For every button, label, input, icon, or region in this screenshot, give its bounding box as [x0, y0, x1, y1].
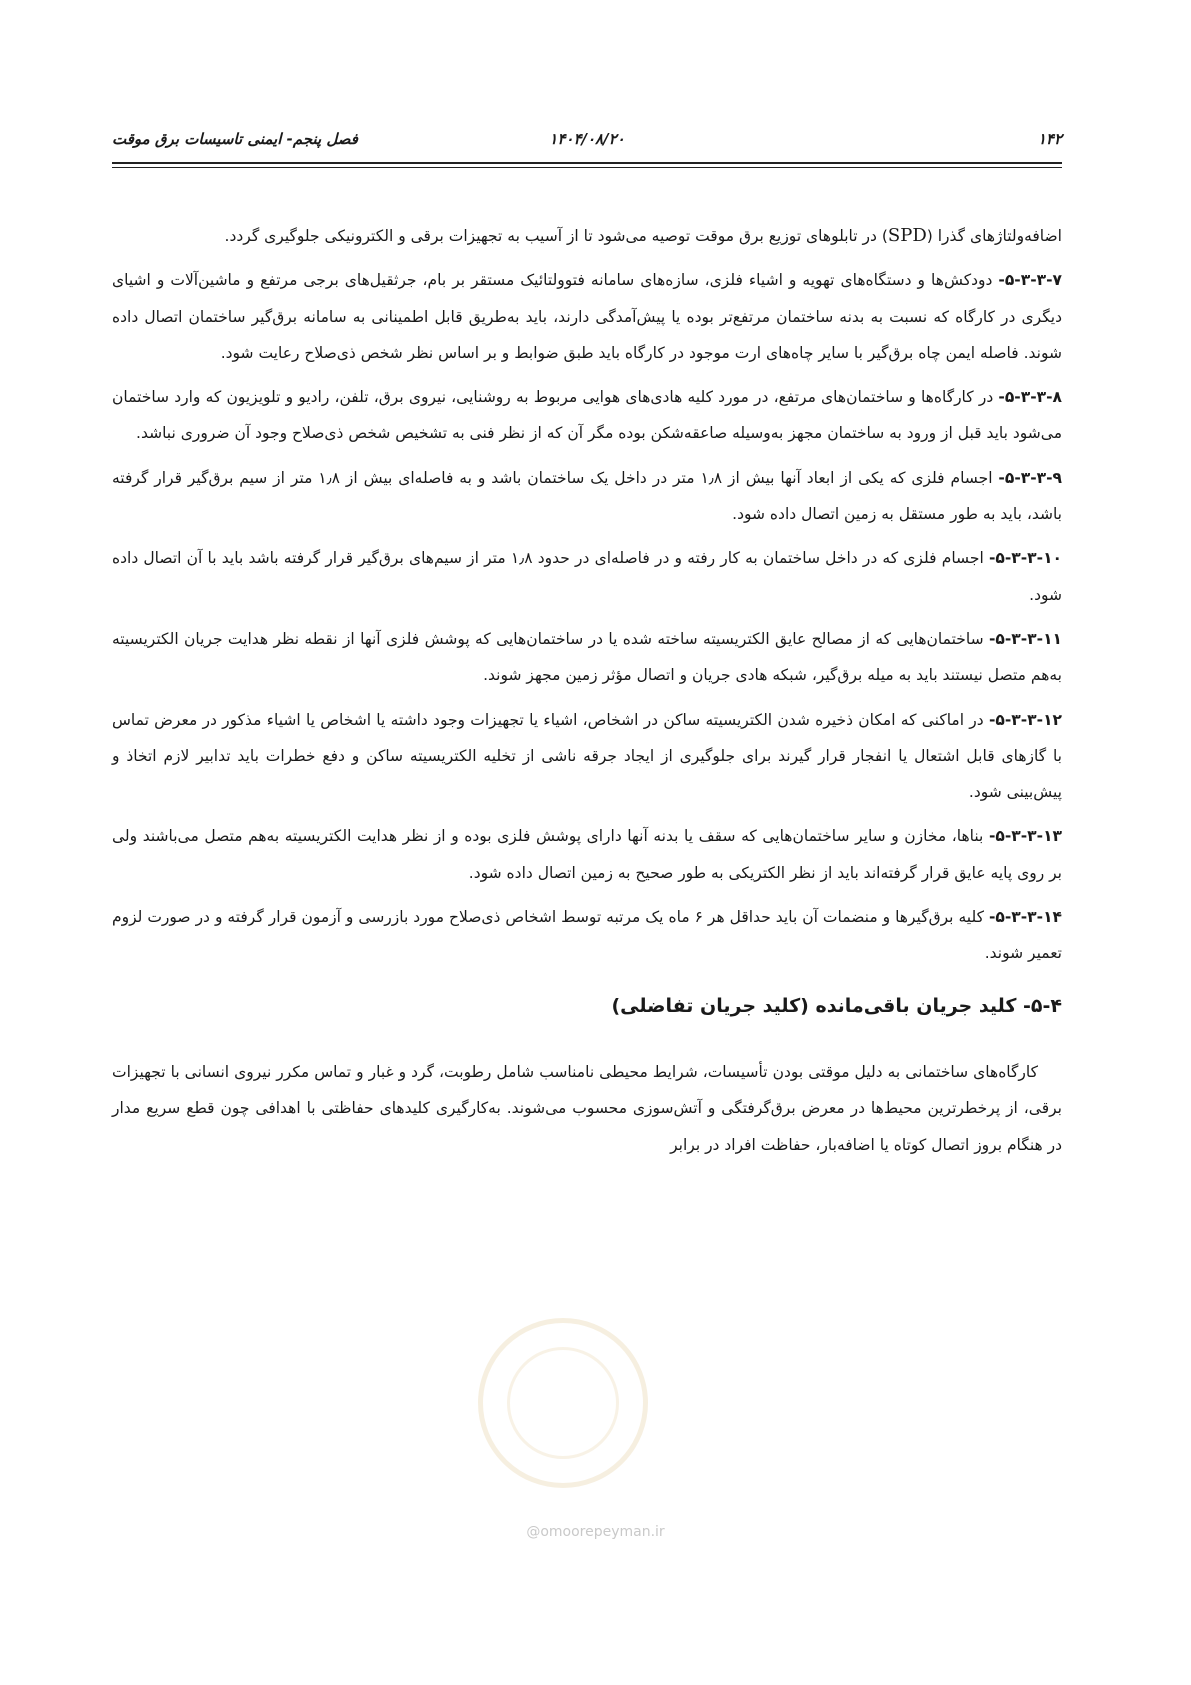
spd-acronym: SPD	[887, 225, 927, 246]
clause-7	[112, 262, 1062, 371]
clause-12	[112, 702, 1062, 811]
clause-text: اجسام فلزی که در داخل ساختمان به کار رفته و در فاصله‌ای در حدود ۱٫۸ متر از سیم‌های برق‌گیر قرار گرفته باشد باید با آن اتصال داده شود.	[112, 549, 1062, 604]
header-rule-thin	[112, 167, 1062, 168]
clause-11	[112, 621, 1062, 694]
paragraph-text: ) در تابلوهای توزیع برق موقت توصیه می‌شود تا از آسیب به تجهیزات برقی و الکترونیکی جلوگیری گردد.	[224, 227, 888, 245]
clause-text: در کارگاه‌ها و ساختمان‌های مرتفع، در مورد کلیه هادی‌های هوایی مربوط به روشنایی، نیروی برق، تلفن، رادیو و تلویزیون که وارد ساختمان می‌شود باید قبل از ورود به ساختمان مجهز به‌وسیله صاعقه‌شکن بوده مگر آن که از نظر فنی به تشخیص شخص ذی‌صلاح وجود آن ضروری نباشد.	[112, 388, 1062, 443]
paragraph-spd	[112, 218, 1062, 254]
page-header	[112, 128, 1062, 156]
page-number: ۱۴۲	[1037, 130, 1062, 148]
clause-10	[112, 540, 1062, 613]
clause-text: کلیه برق‌گیرها و منضمات آن باید حداقل هر ۶ ماه یک مرتبه توسط اشخاص ذی‌صلاح مورد بازرسی و آزمون قرار گرفته و در صورت لزوم تعمیر شوند.	[112, 908, 1062, 963]
clause-number: ۵-۳-۳-۷-	[998, 271, 1062, 290]
intro-paragraph: کارگاه‌های ساختمانی به دلیل موقتی بودن تأسیسات، شرایط محیطی نامناسب شامل رطوبت، گرد و غبار و تماس مکرر نیروی انسانی با تجهیزات برقی، از پرخطرترین محیط‌ها در معرض برق‌گرفتگی و آتش‌سوزی محسوب می‌شوند. به‌کارگیری کلیدهای حفاظتی با اهدافی چون قطع سریع مدار در هنگام بروز اتصال کوتاه یا اضافه‌بار، حفاظت افراد در برابر	[112, 1062, 1062, 1154]
clause-number: ۵-۳-۳-۹-	[998, 468, 1063, 487]
paragraph-text: اضافه‌ولتاژهای گذرا (	[926, 227, 1062, 245]
clause-text: ساختمان‌هایی که از مصالح عایق الکتریسیته ساخته شده یا در ساختمان‌هایی که پوشش فلزی آنها از نقطه نظر هدایت جریان الکتریسیته به‌هم متصل نیستند باید به میله برق‌گیر، شبکه هادی جریان و اتصال مؤثر زمین مجهز شوند.	[112, 629, 1062, 685]
chapter-title: فصل پنجم- ایمنی تاسیسات برق موقت	[112, 130, 358, 148]
clause-number: ۵-۳-۳-۱۳-	[988, 827, 1062, 846]
clause-text: در اماکنی که امکان ذخیره شدن الکتریسیته ساکن در اشخاص، اشیاء یا تجهیزات وجود داشته یا اشخاص یا اشیاء مذکور در معرض تماس با گازهای قابل اشتعال یا انفجار قرار گیرند برای جلوگیری از ایجاد جرقه ناشی از تخلیه الکتریسیته ساکن و دفع خطرات باید تدابیر لازم اتخاذ و پیش‌بینی شود.	[112, 710, 1062, 802]
header-date: ۱۴۰۴/۰۸/۲۰	[549, 130, 625, 148]
clause-number: ۵-۳-۳-۸-	[998, 388, 1062, 407]
watermark-seal	[478, 1318, 648, 1488]
clause-number: ۵-۳-۳-۱۱-	[988, 629, 1062, 648]
section-heading: ۵-۴- کلید جریان باقی‌مانده (کلید جریان تفاضلی)	[611, 994, 1062, 1017]
clause-text: اجسام فلزی که یکی از ابعاد آنها بیش از ۱٫۸ متر در داخل یک ساختمان باشد و به فاصله‌ای بیش از ۱٫۸ متر از سیم برق‌گیر قرار گرفته باشد، باید به طور مستقل به زمین اتصال داده شود.	[112, 468, 1062, 524]
clause-number: ۵-۳-۳-۱۲-	[988, 710, 1062, 729]
clause-14	[112, 899, 1062, 972]
clause-text: دودکش‌ها و دستگاه‌های تهویه و اشیاء فلزی، سازه‌های سامانه فتوولتائیک مستقر بر بام، جرثقیل‌های برجی مرتفع و ماشین‌آلات و اشیای دیگری در کارگاه که نسبت به بدنه ساختمان مرتفع‌تر بوده یا پیش‌آمدگی دارند، باید به‌طریق قابل اطمینانی به سامانه برق‌گیر ساختمان اتصال داده شوند. فاصله ایمن چاه برق‌گیر با سایر چاه‌های ارت موجود در کارگاه باید طبق ضوابط و بر اساس نظر شخص ذی‌صلاح رعایت شود.	[112, 271, 1062, 362]
clause-13	[112, 818, 1062, 891]
page-body	[112, 218, 1062, 1171]
clause-9	[112, 460, 1062, 533]
clause-number: ۵-۳-۳-۱۰-	[988, 549, 1062, 568]
watermark-text: @omoorepeyman.ir	[526, 1524, 665, 1540]
clause-number: ۵-۳-۳-۱۴-	[988, 908, 1062, 927]
clause-8	[112, 379, 1062, 452]
clause-text: بناها، مخازن و سایر ساختمان‌هایی که سقف یا بدنه آنها دارای پوشش فلزی بوده و از نظر هدایت الکتریسیته به‌هم متصل می‌باشند ولی بر روی پایه عایق قرار گرفته‌اند باید از نظر الکتریکی به طور صحیح به زمین اتصال داده شود.	[112, 827, 1062, 882]
header-rule-thick	[112, 162, 1062, 164]
